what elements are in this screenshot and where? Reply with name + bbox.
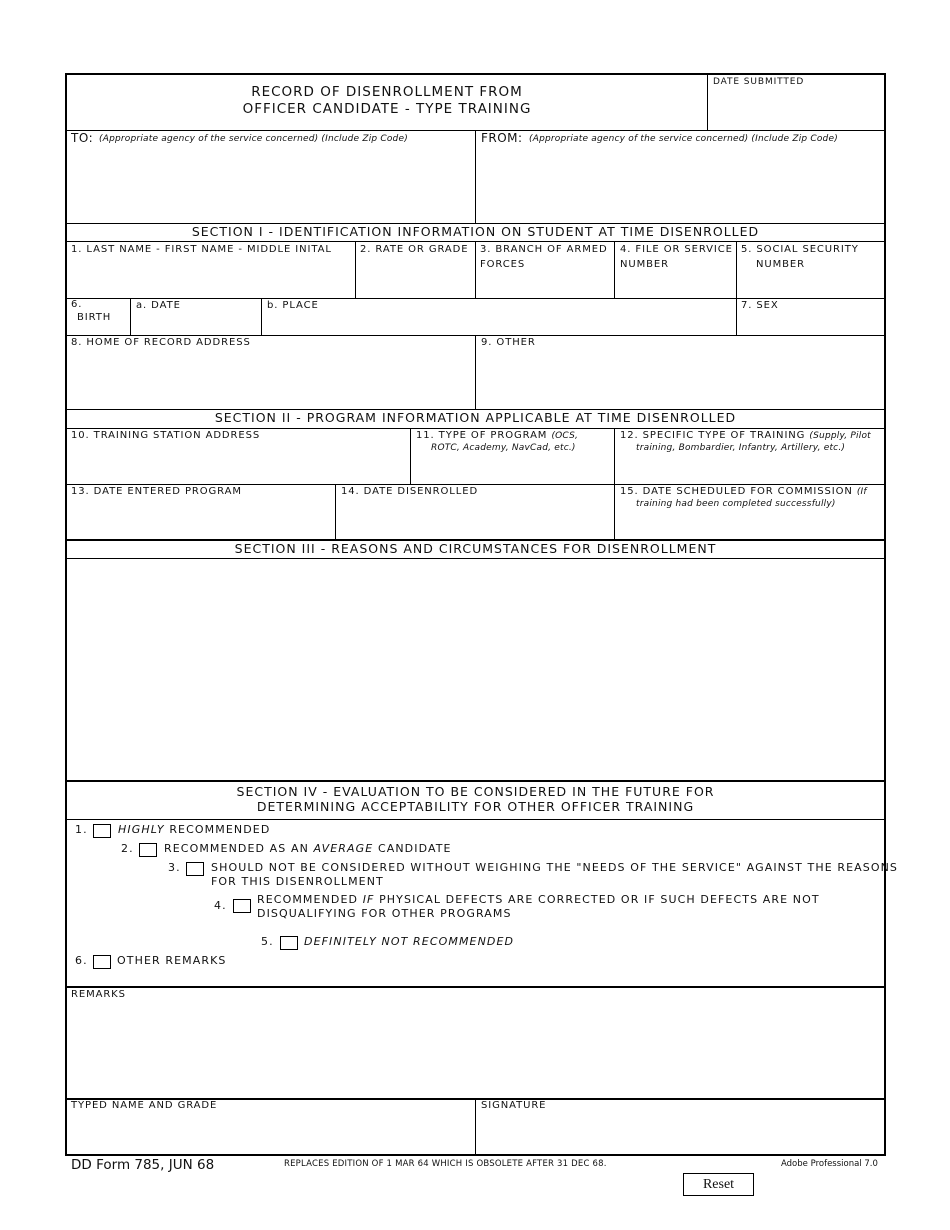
divider xyxy=(707,74,708,131)
replaces-note: REPLACES EDITION OF 1 MAR 64 WHICH IS OBSOLETE AFTER 31 DEC 68. xyxy=(284,1159,607,1169)
field-3-label: 3. BRANCH OF ARMED xyxy=(480,244,608,255)
remarks-field[interactable] xyxy=(70,1005,880,1093)
option-4-text-end: PHYSICAL DEFECTS ARE CORRECTED OR IF SUCH DEFECTS ARE NOT xyxy=(374,893,820,906)
from-label: FROM: xyxy=(481,131,523,145)
option-3-label-cont: FOR THIS DISENROLLMENT xyxy=(211,875,384,888)
other-field[interactable] xyxy=(480,352,880,404)
signature-field[interactable] xyxy=(480,1120,880,1150)
to-address-field[interactable] xyxy=(70,150,470,218)
option-1-label xyxy=(118,823,270,837)
field-3-label-cont: FORCES xyxy=(480,259,526,270)
option-1-checkbox[interactable] xyxy=(93,824,111,838)
option-4-label-cont: DISQUALIFYING FOR OTHER PROGRAMS xyxy=(257,907,512,920)
form-title-line2: OFFICER CANDIDATE - TYPE TRAINING xyxy=(242,101,532,117)
reasons-field[interactable] xyxy=(70,563,880,775)
field-12-label-text: 12. SPECIFIC TYPE OF TRAINING xyxy=(620,430,806,441)
option-6-checkbox[interactable] xyxy=(93,955,111,969)
option-4-checkbox[interactable] xyxy=(233,899,251,913)
divider xyxy=(475,1099,476,1155)
home-address-field[interactable] xyxy=(70,352,470,404)
option-1-number: 1. xyxy=(75,823,88,836)
divider xyxy=(475,131,476,224)
section-4-title-line2: DETERMINING ACCEPTABILITY FOR OTHER OFFICER TRAINING xyxy=(256,799,695,814)
field-2-label: 2. RATE OR GRADE xyxy=(360,244,469,255)
field-5-label: 5. SOCIAL SECURITY xyxy=(741,244,859,255)
option-4-emphasis: IF xyxy=(362,893,375,906)
form-id: DD Form 785, JUN 68 xyxy=(71,1157,215,1173)
option-3-checkbox[interactable] xyxy=(186,862,204,876)
option-2-checkbox[interactable] xyxy=(139,843,157,857)
option-5-number: 5. xyxy=(261,935,274,948)
name-field[interactable] xyxy=(70,274,350,294)
divider xyxy=(736,299,737,335)
divider xyxy=(261,299,262,335)
option-4-label xyxy=(257,893,820,907)
divider xyxy=(475,336,476,409)
date-submitted-label: DATE SUBMITTED xyxy=(713,77,805,87)
from-hint: (Appropriate agency of the service concerned) (Include Zip Code) xyxy=(529,134,838,144)
field-4-label-cont: NUMBER xyxy=(620,259,669,270)
ssn-field[interactable] xyxy=(741,276,881,294)
signature-label: SIGNATURE xyxy=(481,1100,547,1111)
divider xyxy=(614,429,615,484)
software-note: Adobe Professional 7.0 xyxy=(781,1159,878,1169)
field-15-label-text: 15. DATE SCHEDULED FOR COMMISSION xyxy=(620,486,853,497)
commission-date-field[interactable] xyxy=(620,514,880,534)
field-15-hint: (If xyxy=(856,487,867,497)
program-type-field[interactable] xyxy=(416,459,609,479)
option-1-text: RECOMMENDED xyxy=(164,823,271,836)
to-label: TO: xyxy=(71,131,94,145)
date-entered-field[interactable] xyxy=(70,504,330,534)
field-11-hint: (OCS, xyxy=(551,431,579,441)
divider xyxy=(475,242,476,298)
option-1-emphasis: HIGHLY xyxy=(118,823,165,836)
remarks-label: REMARKS xyxy=(71,989,126,1000)
divider xyxy=(66,780,885,782)
divider xyxy=(355,242,356,298)
form-title-line1: RECORD OF DISENROLLMENT FROM xyxy=(251,84,523,100)
birth-place-field[interactable] xyxy=(267,314,732,332)
divider xyxy=(410,429,411,484)
from-address-field[interactable] xyxy=(480,150,880,218)
option-3-label: SHOULD NOT BE CONSIDERED WITHOUT WEIGHING THE "NEEDS OF THE SERVICE" AGAINST THE REASONS xyxy=(211,861,899,874)
rate-grade-field[interactable] xyxy=(360,274,470,294)
divider xyxy=(130,299,131,335)
field-7-label: 7. SEX xyxy=(741,300,779,311)
field-6-label: BIRTH xyxy=(77,312,112,323)
date-submitted-field[interactable] xyxy=(712,96,880,122)
divider xyxy=(335,485,336,540)
field-12-hint: (Supply, Pilot xyxy=(809,431,871,441)
field-13-label: 13. DATE ENTERED PROGRAM xyxy=(71,486,242,497)
option-4-text: RECOMMENDED xyxy=(257,893,363,906)
field-12-label xyxy=(620,429,871,443)
field-10-label: 10. TRAINING STATION ADDRESS xyxy=(71,430,261,441)
option-6-number: 6. xyxy=(75,954,88,967)
section-3-title: SECTION III - REASONS AND CIRCUMSTANCES FOR DISENROLLMENT xyxy=(234,541,717,556)
divider xyxy=(66,558,885,559)
field-11-label xyxy=(416,429,578,443)
branch-field[interactable] xyxy=(480,276,610,294)
option-2-emphasis: AVERAGE xyxy=(313,842,374,855)
option-2-label xyxy=(164,842,452,856)
divider xyxy=(66,986,885,988)
birth-date-field[interactable] xyxy=(136,314,256,332)
option-2-text: RECOMMENDED AS AN xyxy=(164,842,314,855)
field-15-label xyxy=(620,485,867,499)
field-14-label: 14. DATE DISENROLLED xyxy=(341,486,479,497)
divider xyxy=(614,485,615,540)
section-1-title: SECTION I - IDENTIFICATION INFORMATION ON STUDENT AT TIME DISENROLLED xyxy=(191,224,760,239)
field-1-label: 1. LAST NAME - FIRST NAME - MIDDLE INITAL xyxy=(71,244,332,255)
option-4-number: 4. xyxy=(214,899,227,912)
field-5-label-cont: NUMBER xyxy=(756,259,805,270)
field-12-hint-cont: training, Bombardier, Infantry, Artillery, etc.) xyxy=(636,443,846,453)
sex-field[interactable] xyxy=(741,314,881,332)
option-5-checkbox[interactable] xyxy=(280,936,298,950)
divider xyxy=(736,242,737,298)
divider xyxy=(66,819,885,820)
field-15-hint-cont: training had been completed successfully) xyxy=(636,499,836,509)
field-6-number: 6. xyxy=(71,299,83,310)
training-station-field[interactable] xyxy=(70,446,405,478)
training-type-field[interactable] xyxy=(620,459,880,479)
divider xyxy=(614,242,615,298)
field-9-label: 9. OTHER xyxy=(481,337,536,348)
typed-name-label: TYPED NAME AND GRADE xyxy=(71,1100,218,1111)
field-6b-label: b. PLACE xyxy=(267,300,319,311)
section-2-title: SECTION II - PROGRAM INFORMATION APPLICABLE AT TIME DISENROLLED xyxy=(214,410,737,425)
option-2-text-end: CANDIDATE xyxy=(373,842,452,855)
option-3-number: 3. xyxy=(168,861,181,874)
to-hint: (Appropriate agency of the service concerned) (Include Zip Code) xyxy=(99,134,408,144)
field-11-hint-cont: ROTC, Academy, NavCad, etc.) xyxy=(431,443,576,453)
option-5-emphasis: DEFINITELY NOT RECOMMENDED xyxy=(304,935,515,948)
field-8-label: 8. HOME OF RECORD ADDRESS xyxy=(71,337,251,348)
field-11-label-text: 11. TYPE OF PROGRAM xyxy=(416,430,548,441)
file-number-field[interactable] xyxy=(620,276,732,294)
date-disenrolled-field[interactable] xyxy=(341,504,609,534)
option-6-label: OTHER REMARKS xyxy=(117,954,227,967)
option-2-number: 2. xyxy=(121,842,134,855)
field-6a-label: a. DATE xyxy=(136,300,181,311)
field-4-label: 4. FILE OR SERVICE xyxy=(620,244,733,255)
typed-name-field[interactable] xyxy=(70,1120,470,1150)
reset-button[interactable]: Reset xyxy=(683,1173,754,1196)
section-4-title-line1: SECTION IV - EVALUATION TO BE CONSIDERED IN THE FUTURE FOR xyxy=(236,784,715,799)
option-5-label xyxy=(304,935,514,949)
